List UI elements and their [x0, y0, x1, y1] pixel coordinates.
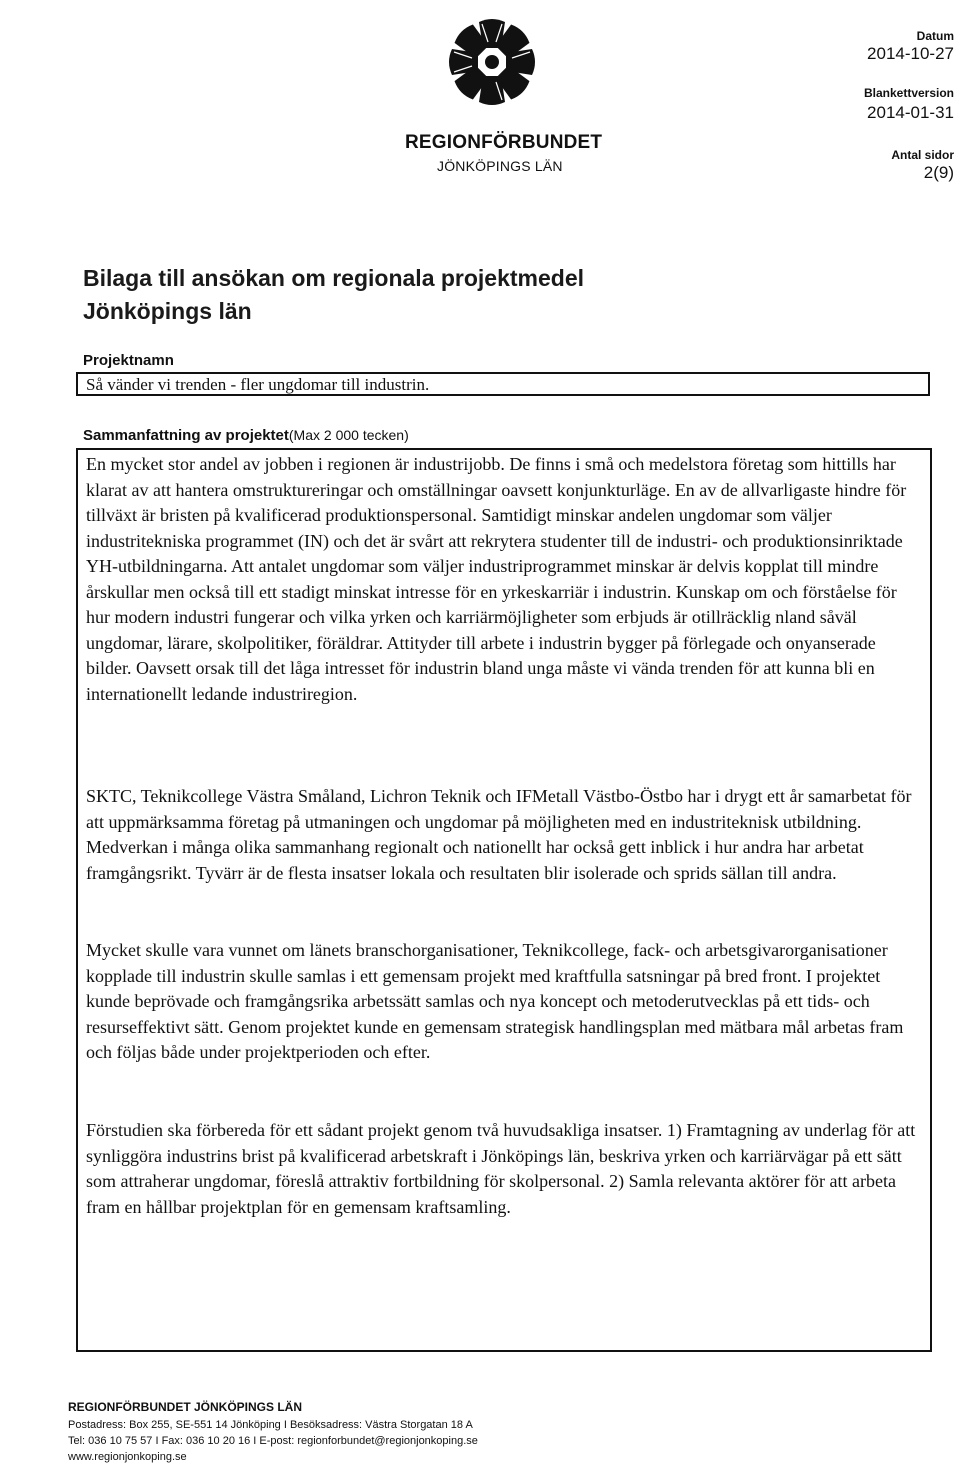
footer-website-link[interactable]: www.regionjonkoping.se [68, 1451, 187, 1463]
summary-paragraph-4: Förstudien ska förbereda för ett sådant projekt genom två huvudsakliga insatser. 1) Framtagning av underlag för att synliggöra industrins brist på kvalificerad arbetskraft i Jönköpings län, beskriva yrken och karriärvägar på ett sätt som attraherar ungdomar, föreslå attraktiv fortbildning för skolpersonal. 2) Samla relevanta aktörer för att arbeta fram en hållbar projektplan för en gemensam kraftsamling. [86, 1120, 916, 1217]
summary-paragraph-2: SKTC, Teknikcollege Västra Småland, Lichron Teknik och IFMetall Västbo-Östbo har i drygt ett år samarbetat för att uppmärksamma företag på utmaningen och ungdomar på möjligheten med en industriteknisk utbildning. Medverkan i många olika sammanhang regionalt och nationellt har också gett inblick i hur andra har arbetat framgångsrikt. Tyvärr är de flesta insatser lokala och resultaten blir isolerade och sprids sällan till andra. [86, 786, 912, 883]
summary-label [83, 427, 409, 444]
summary-field[interactable] [76, 448, 932, 1352]
antal-sidor-value: 2(9) [923, 163, 954, 182]
projektnamn-value: Så vänder vi trenden - fler ungdomar till industrin. [86, 375, 430, 394]
footer-org-name: REGIONFÖRBUNDET JÖNKÖPINGS LÄN [68, 1400, 303, 1414]
document-title-line2: Jönköpings län [83, 298, 252, 324]
summary-label-text: Sammanfattning av projektet [83, 427, 289, 444]
projektnamn-field[interactable] [76, 372, 930, 396]
datum-value: 2014-10-27 [867, 44, 954, 63]
document-title: Bilaga till ansökan om regionala projektmedel [83, 265, 585, 291]
summary-label-note: (Max 2 000 tecken) [288, 427, 409, 443]
antal-sidor-label: Antal sidor [891, 148, 954, 162]
footer-address: Postadress: Box 255, SE-551 14 Jönköping I Besöksadress: Västra Storgatan 18 A [68, 1419, 473, 1431]
blankettversion-label: Blankettversion [863, 86, 954, 100]
org-subtitle: JÖNKÖPINGS LÄN [437, 158, 563, 174]
org-name: REGIONFÖRBUNDET [405, 132, 603, 153]
flower-logo-icon [448, 18, 536, 106]
summary-paragraph-3: Mycket skulle vara vunnet om länets branschorganisationer, Teknikcollege, fack- och arbetsgivarorganisationer kopplade till industrin skulle samlas i ett gemensam projekt med kraftfulla satsningar på bred front. I projektet kunde beprövade och framgångsrika arbetssätt samlas och nya koncept och metoderutvecklas på ett tids- och resurseffektivt sätt. Genom projektet kunde en gemensam strategisk handlingsplan med mätbara mål arbetas fram och följas både under projektperioden och efter. [86, 940, 904, 1062]
projektnamn-label: Projektnamn [83, 352, 174, 369]
footer-contact: Tel: 036 10 75 57 I Fax: 036 10 20 16 I E-post: regionforbundet@regionjonkoping.se [68, 1435, 478, 1447]
datum-label: Datum [916, 29, 954, 43]
blankettversion-value: 2014-01-31 [867, 103, 954, 122]
summary-paragraph-1: En mycket stor andel av jobben i regionen är industrijobb. De finns i små och medelstora företag som hittills har klarat av att hantera omstruktureringar och omställningar oavsett konjunkturläge. En av de allvarligaste hindre för tillväxt är bristen på kvalificerad produktionspersonal. Samtidigt minskar andelen ungdomar som väljer industritekniska programmet (IN) och det är svårt att rekrytera studenter till de industri- och produktionsinriktade YH-utbildningarna. Att antalet ungdomar som väljer industriprogrammet minskar är delvis kopplat till mindre årskullar men också till ett stadigt minskat intresse för en yrkeskarriär i industrin. Kunskap om och förståelse för hur modern industri fungerar och vilka yrken och karriärmöjligheter som erbjuds är otillräcklig nland såväl ungdomar, lärare, skolpolitiker, föräldrar. Attityder till arbete i industrin bygger på förlegade och onyanserade bilder. Oavsett orsak till det låga intresset för industrin bland unga måste vi vända trenden för att kunna bli en internationellt ledande industriregion. [86, 454, 907, 704]
